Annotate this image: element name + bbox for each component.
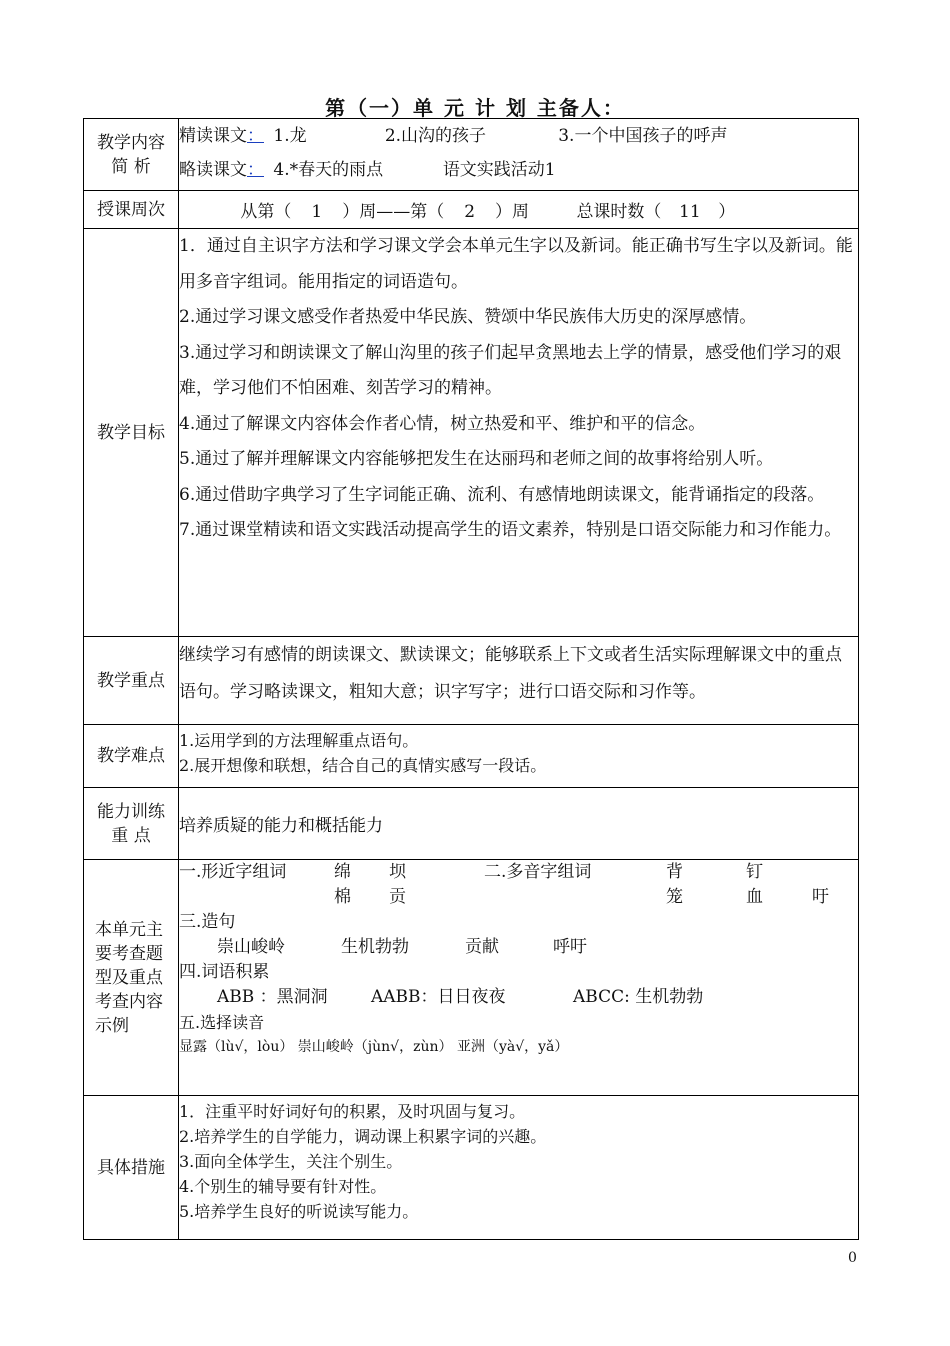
exam-section-3-items [179, 935, 858, 960]
row-teaching-goals [84, 229, 859, 637]
intensive-reading-line [179, 119, 858, 153]
difficulty-item: 2.展开想像和联想，结合自己的真情实感写一段话。 [179, 756, 547, 775]
row-label-ability [84, 788, 179, 860]
exam-row-1 [179, 860, 858, 885]
exam-section-1-title: 一.形近字组词 [179, 862, 287, 882]
ability-cell: 培养质疑的能力和概括能力 [179, 788, 859, 860]
exam-section-4-title [179, 960, 858, 985]
lesson-1: 1.龙 [273, 126, 307, 146]
practice-activity: 语文实践活动1 [442, 160, 556, 180]
skim-reading-label: 略读课文 [179, 160, 247, 180]
exam-cell [179, 860, 859, 1096]
exam-word: 背 [666, 862, 683, 882]
page-number: 0 [848, 1250, 857, 1266]
exam-section-3-title [179, 910, 858, 935]
row-label-focus: 教学重点 [84, 637, 179, 725]
exam-word: 崇山峻岭 [217, 937, 285, 957]
intensive-reading-label: 精读课文 [179, 126, 247, 146]
total-hours-value: 11 [679, 202, 701, 222]
exam-section-5-title-text: 五.选择读音 [179, 1013, 265, 1032]
intensive-reading-colon: ： [247, 126, 264, 146]
exam-row-2 [179, 885, 858, 910]
exam-section-4-items [179, 985, 858, 1010]
goal-item: 4.通过了解课文内容体会作者心情，树立热爱和平、维护和平的信念。 [179, 413, 706, 434]
row-exam-types [84, 860, 859, 1096]
skim-reading-line [179, 153, 858, 187]
exam-word: 坝 [389, 862, 406, 882]
row-label-exam [84, 860, 179, 1096]
exam-section-3-title-text: 三.造句 [179, 912, 236, 932]
focus-cell [179, 637, 859, 725]
label-exam: 本单元主要考查题型及重点考查内容示例 [95, 919, 163, 1036]
focus-text: 继续学习有感情的朗读课文、默读课文；能够联系上下文或者生活实际理解课文中的重点语句。学习略读课文，粗知大意；识字写字；进行口语交际和习作等。 [179, 645, 842, 702]
goal-item: 3.通过学习和朗读课文了解山沟里的孩子们起早贪黑地去上学的情景，感受他们学习的艰难，学习他们不怕困难、刻苦学习的精神。 [179, 342, 842, 398]
row-teaching-weeks [84, 191, 859, 229]
exam-word: 贡献 [465, 937, 499, 957]
content-analysis-cell [179, 119, 859, 191]
skim-reading-colon: ： [247, 160, 264, 180]
total-hours-label: 总课时数（ [576, 202, 662, 222]
label-ability: 能力训练重 点 [97, 801, 165, 846]
measure-item: 4.个别生的辅导要有针对性。 [179, 1177, 387, 1196]
row-measures [84, 1096, 859, 1240]
week-mid-label: ）周——第（ [342, 202, 445, 222]
measure-item: 3.面向全体学生，关注个别生。 [179, 1152, 403, 1171]
goal-item: 6.通过借助字典学习了生字词能正确、流利、有感情地朗读课文，能背诵指定的段落。 [179, 484, 825, 505]
exam-word: 笼 [666, 887, 683, 907]
measure-item: 5.培养学生良好的听说读写能力。 [179, 1202, 419, 1221]
goal-item: 2.通过学习课文感受作者热爱中华民族、赞颂中华民族伟大历史的深厚感情。 [179, 307, 757, 327]
lesson-4: 4.*春天的雨点 [273, 160, 384, 180]
week-from-value: 1 [311, 202, 323, 222]
lesson-3: 3.一个中国孩子的呼声 [558, 126, 728, 146]
row-label-content [84, 119, 179, 191]
week-to-value: 2 [464, 202, 476, 222]
difficulty-cell [179, 725, 859, 788]
lesson-2: 2.山沟的孩子 [384, 126, 487, 146]
row-content-analysis [84, 119, 859, 191]
row-ability-training [84, 788, 859, 860]
exam-word: AABB：日日夜夜 [371, 987, 506, 1007]
goals-cell [179, 229, 859, 637]
week-end-label: ）周 [495, 202, 530, 222]
page-title: 第（一）单 元 计 划 主备人： [325, 96, 625, 120]
measures-cell [179, 1096, 859, 1240]
exam-word: 棉 [334, 887, 351, 907]
difficulty-item: 1.运用学到的方法理解重点语句。 [179, 731, 419, 750]
exam-section-2-title: 二.多音字组词 [484, 862, 592, 882]
exam-section-4-title-text: 四.词语积累 [179, 962, 270, 982]
exam-word: 吁 [812, 887, 829, 907]
exam-word: 血 [746, 887, 763, 907]
weeks-cell [179, 191, 859, 229]
goal-item: 1．通过自主识字方法和学习课文学会本单元生字以及新词。能正确书写生字以及新词。能用多音字组词。能用指定的词语造句。 [179, 236, 853, 292]
row-label-goals: 教学目标 [84, 229, 179, 637]
exam-word: 钉 [746, 862, 763, 882]
exam-section-5-title [179, 1010, 858, 1035]
goal-item: 7.通过课堂精读和语文实践活动提高学生的语文素养，特别是口语交际能力和习作能力。 [179, 520, 842, 540]
exam-word: 贡 [389, 887, 406, 907]
total-hours-end: ） [718, 202, 736, 222]
row-teaching-difficulty [84, 725, 859, 788]
exam-word: 生机勃勃 [341, 937, 409, 957]
exam-word: 呼吁 [553, 937, 587, 957]
row-teaching-focus [84, 637, 859, 725]
measure-item: 2.培养学生的自学能力，调动课上积累字词的兴趣。 [179, 1127, 547, 1146]
row-label-weeks: 授课周次 [84, 191, 179, 229]
exam-word: ABB ：黑洞洞 [217, 987, 328, 1007]
exam-word: 绵 [334, 862, 351, 882]
measure-item: 1．注重平时好词好句的积累，及时巩固与复习。 [179, 1102, 526, 1121]
label-content-analysis: 教学内容简 析 [97, 132, 165, 177]
unit-plan-table [83, 118, 859, 1240]
exam-word: ABCC: 生机勃勃 [573, 987, 704, 1007]
exam-section-5-text: 显露（lù√，lòu） 崇山峻岭（jùn√，zùn） 亚洲（yà√，yǎ） [179, 1039, 569, 1055]
week-from-label: 从第（ [240, 202, 292, 222]
row-label-difficulty: 教学难点 [84, 725, 179, 788]
row-label-measures: 具体措施 [84, 1096, 179, 1240]
goal-item: 5.通过了解并理解课文内容能够把发生在达丽玛和老师之间的故事将给别人听。 [179, 449, 774, 469]
